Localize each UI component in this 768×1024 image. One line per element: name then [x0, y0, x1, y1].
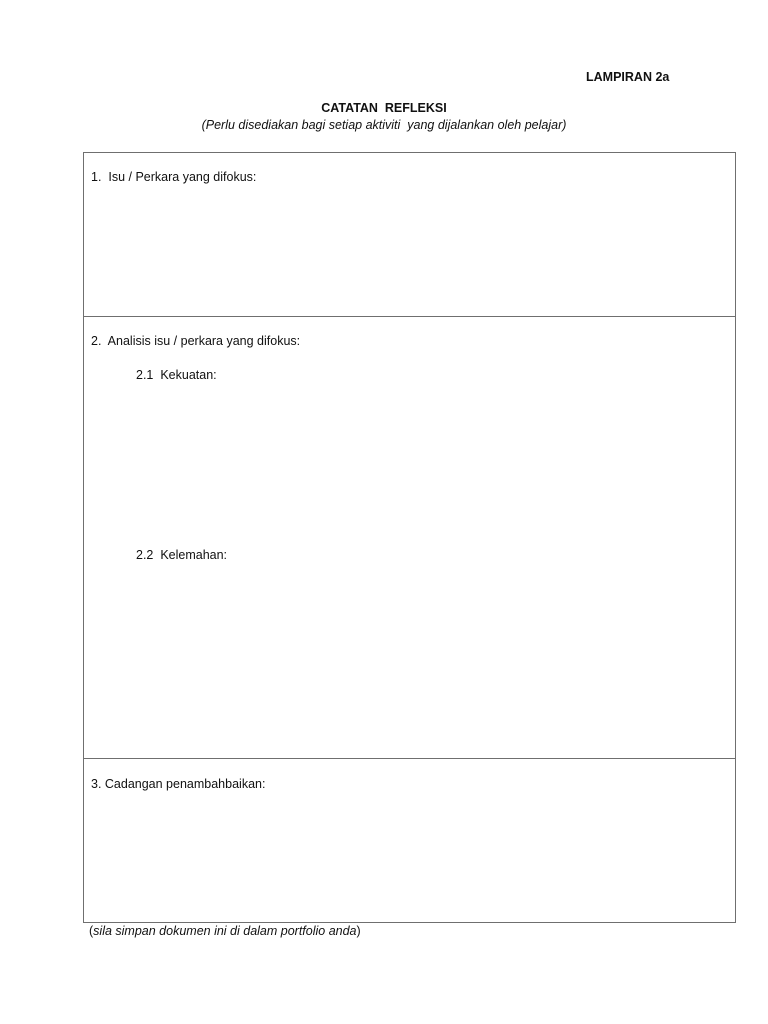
document-subtitle: (Perlu disediakan bagi setiap aktiviti yang dijalankan oleh pelajar)	[201, 118, 567, 132]
section-1-label: 1. Isu / Perkara yang difokus:	[91, 170, 257, 184]
appendix-label: LAMPIRAN 2a	[586, 70, 670, 84]
footnote-open-paren: (	[89, 924, 94, 938]
section-2-1-label: 2.1 Kekuatan:	[136, 368, 217, 382]
footnote	[89, 924, 361, 938]
section-2-2-label: 2.2 Kelemahan:	[136, 548, 228, 562]
section-3-label: 3. Cadangan penambahbaikan:	[91, 777, 266, 791]
footnote-close-paren: )	[356, 924, 361, 938]
section-divider-2	[84, 758, 735, 759]
section-divider-1	[84, 316, 735, 317]
reflection-form-table	[83, 152, 736, 923]
footnote-text: sila simpan dokumen ini di dalam portfolio anda	[93, 924, 357, 938]
document-title: CATATAN REFLEKSI	[321, 101, 447, 115]
section-2-label: 2. Analisis isu / perkara yang difokus:	[91, 334, 301, 348]
